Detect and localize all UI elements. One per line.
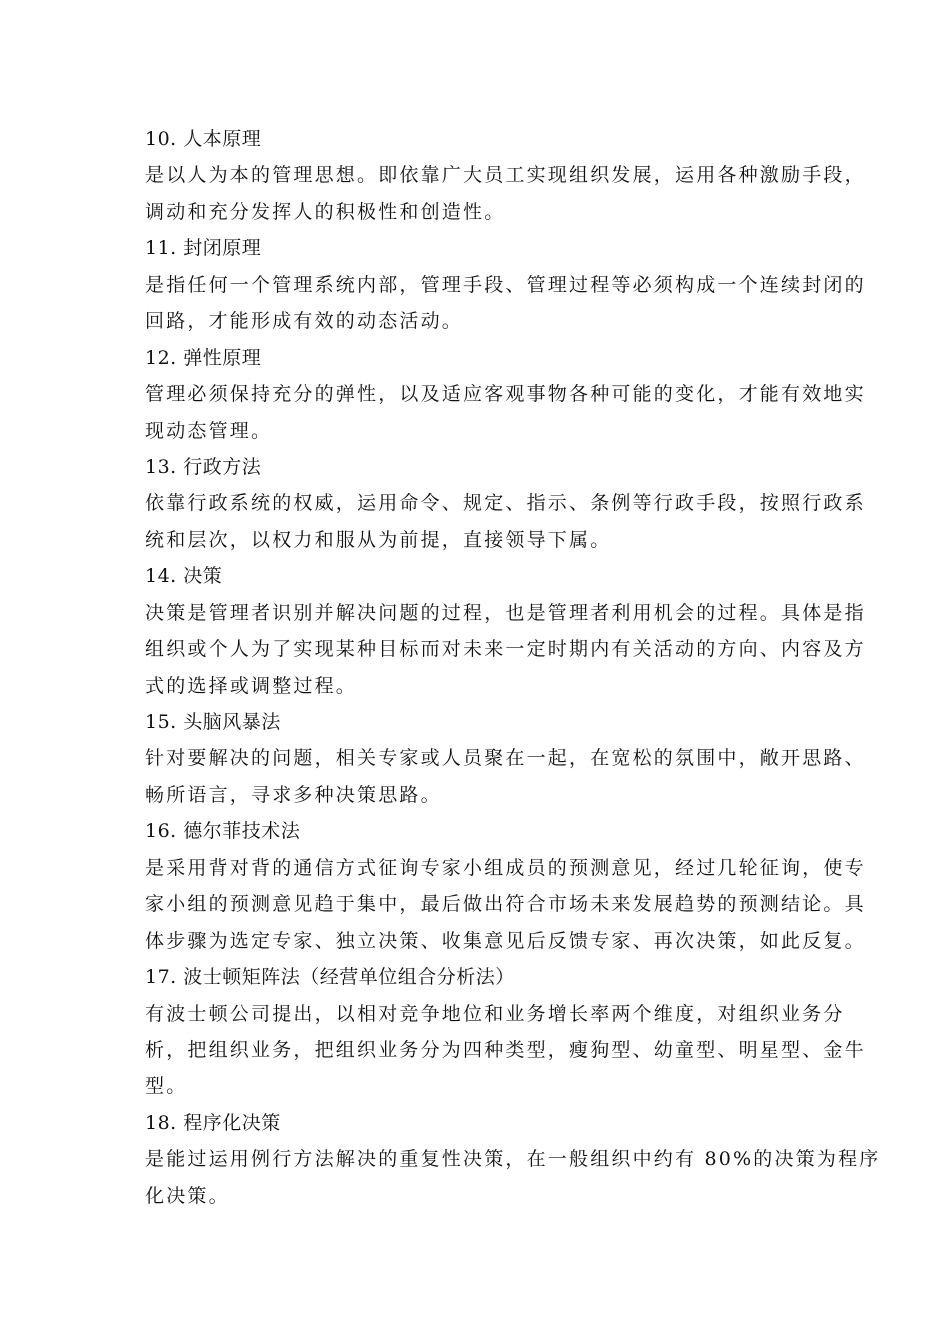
term-section xyxy=(145,449,866,558)
definition-line: 是能过运用例行方法解决的重复性决策，在一般组织中约有 80%的决策为程序 xyxy=(145,1148,881,1171)
term-heading: 10. 人本原理 xyxy=(145,128,262,150)
definition-line: 化决策。 xyxy=(145,1184,230,1207)
term-heading: 12. 弹性原理 xyxy=(145,346,262,369)
term-section xyxy=(145,959,866,1105)
definition-line: 是指任何一个管理系统内部，管理手段、管理过程等必须构成一个连续封闭的 xyxy=(145,273,866,296)
definition-line: 是以人为本的管理思想。即依靠广大员工实现组织发展，运用各种激励手段， xyxy=(145,164,866,187)
term-heading: 15. 头脑风暴法 xyxy=(145,711,281,733)
term-section xyxy=(145,340,866,449)
definition-line: 析，把组织业务，把组织业务分为四种类型，瘦狗型、幼童型、明星型、金牛 xyxy=(145,1038,866,1061)
term-heading: 17. 波士顿矩阵法（经营单位组合分析法） xyxy=(145,966,515,989)
definition-line: 针对要解决的问题，相关专家或人员聚在一起，在宽松的氛围中，敞开思路、 xyxy=(145,747,866,770)
definition-line: 统和层次，以权力和服从为前提，直接领导下属。 xyxy=(145,528,612,551)
definition-line: 回路，才能形成有效的动态活动。 xyxy=(145,310,464,333)
definition-line: 组织或个人为了实现某种目标而对未来一定时期内有关活动的方向、内容及方 xyxy=(145,638,866,661)
definition-line: 畅所语言，寻求多种决策思路。 xyxy=(145,783,442,806)
definition-line: 有波士顿公司提出，以相对竞争地位和业务增长率两个维度，对组织业务分 xyxy=(145,1002,845,1025)
term-heading: 16. 德尔菲技术法 xyxy=(145,820,301,843)
definition-line: 体步骤为选定专家、独立决策、收集意见后反馈专家、再次决策，如此反复。 xyxy=(145,929,866,952)
term-section xyxy=(145,1105,881,1214)
definition-line: 式的选择或调整过程。 xyxy=(145,674,358,697)
definition-line: 型。 xyxy=(145,1075,188,1098)
document-page xyxy=(145,121,881,1214)
term-section xyxy=(145,558,866,704)
term-section xyxy=(145,704,866,813)
term-heading: 14. 决策 xyxy=(145,565,223,588)
definition-line: 依靠行政系统的权威，运用命令、规定、指示、条例等行政手段，按照行政系 xyxy=(145,492,866,515)
definition-line: 家小组的预测意见趋于集中，最后做出符合市场未来发展趋势的预测结论。具 xyxy=(145,893,866,916)
definition-line: 决策是管理者识别并解决问题的过程，也是管理者利用机会的过程。具体是指 xyxy=(145,601,866,624)
definition-line: 是采用背对背的通信方式征询专家小组成员的预测意见，经过几轮征询，使专 xyxy=(145,856,866,879)
definition-line: 现动态管理。 xyxy=(145,419,273,442)
term-section xyxy=(145,121,866,230)
definition-line: 调动和充分发挥人的积极性和创造性。 xyxy=(145,200,506,223)
definition-line: 管理必须保持充分的弹性，以及适应客观事物各种可能的变化，才能有效地实 xyxy=(145,383,866,406)
term-heading: 13. 行政方法 xyxy=(145,455,262,478)
term-heading: 18. 程序化决策 xyxy=(145,1111,281,1134)
term-heading: 11. 封闭原理 xyxy=(145,237,262,260)
term-section xyxy=(145,813,866,959)
term-section xyxy=(145,230,866,339)
